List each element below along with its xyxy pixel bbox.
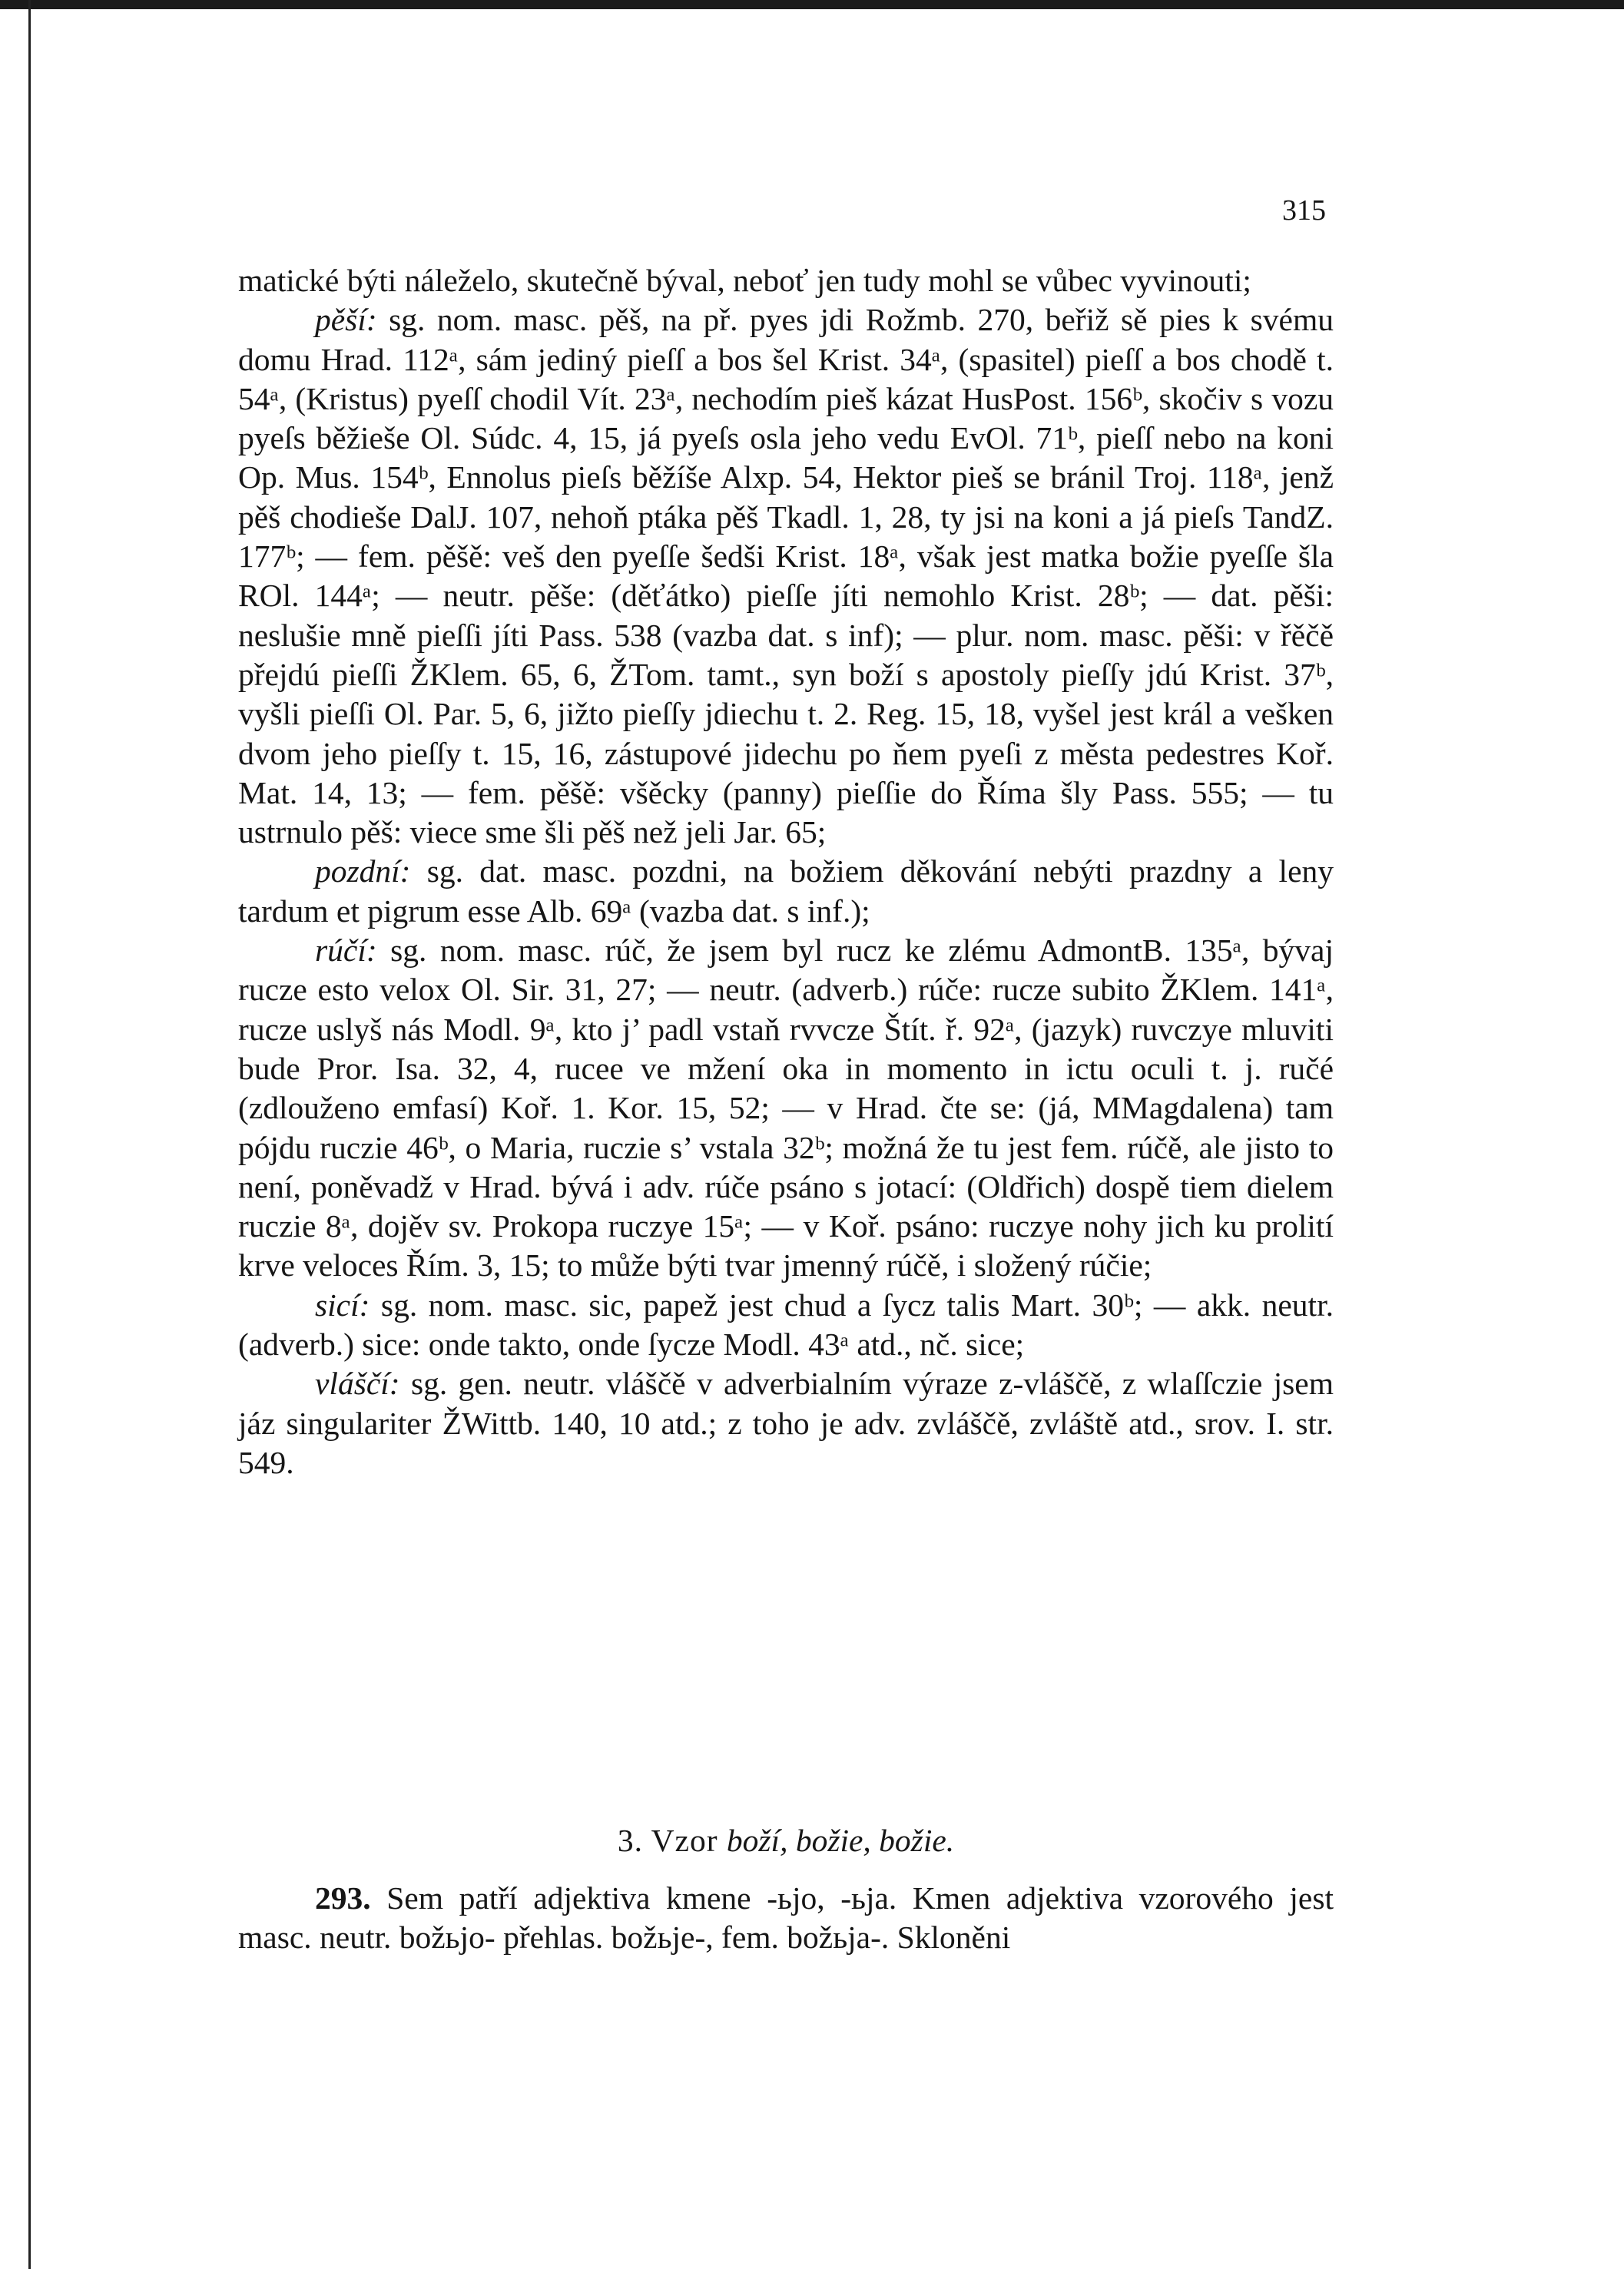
entry-ruci	[238, 931, 1334, 1286]
entry-term: rúčí:	[315, 932, 377, 969]
entry-term: pěší:	[315, 302, 377, 338]
paragraph-number: 293.	[315, 1880, 371, 1916]
main-text	[238, 261, 1334, 1482]
paragraph-continuation: matické býti náleželo, skutečně býval, neboť jen tudy mohl se vůbec vyvinouti;	[238, 263, 1251, 298]
entry-text: sg. nom. masc. rúč, že jsem byl rucz ke zlému AdmontB. 135ᵃ, bývaj rucze esto velox Ol. Sir. 31, 27; — neutr. (adverb.) rúče: rucze subito ŽKlem. 141ᵃ, rucze uslyš nás Modl. 9ᵃ, kto j’ padl vstaň rvvcze Štít. ř. 92ᵃ, (jazyk) ruvczye mluviti bude Pror. Isa. 32, 4, rucee ve mžení oka in momento in ictu oculi t. j. ručé (zdlouženo emfasí) Koř. 1. Kor. 15, 52; — v Hrad. čte se: (já, MMagdalena) tam pójdu ruczie 46ᵇ, o Maria, ruczie s’ vstala 32ᵇ; možná že tu jest fem. rúčě, ale jisto to není, poněvadž v Hrad. bývá i adv. rúče psáno s jotací: (Oldřich) dospě tiem dielem ruczie 8ᵃ, dojěv sv. Prokopa ruczye 15ᵃ; — v Koř. psáno: ruczye nohy jich ku prolití krve veloces Řím. 3, 15; to může býti tvar jmenný rúčě, i složený rúčie;	[238, 932, 1334, 1284]
scan-left-edge	[0, 0, 31, 2269]
section-heading-prefix: 3. Vzor	[617, 1823, 718, 1858]
entry-pozdni	[238, 852, 1334, 931]
paragraph-293	[238, 1879, 1334, 1958]
entry-text: sg. nom. masc. pěš, na př. pyes jdi Rožmb. 270, beřiž sě pies k svému domu Hrad. 112ᵃ, sám jediný pieſſ a bos šel Krist. 34ᵃ, (spasitel) pieſſ a bos chodě t. 54ᵃ, (Kristus) pyeſſ chodil Vít. 23ᵃ, nechodím pieš kázat HusPost. 156ᵇ, skočiv s vozu pyeſs běžieše Ol. Súdc. 4, 15, já pyeſs osla jeho vedu EvOl. 71ᵇ, pieſſ nebo na koni Op. Mus. 154ᵇ, Ennolus pieſs běžíše Alxp. 54, Hektor pieš se bránil Troj. 118ᵃ, jenž pěš chodieše DalJ. 107, nehoň ptáka pěš Tkadl. 1, 28, ty jsi na koni a já pieſs TandZ. 177ᵇ; — fem. pěšě: veš den pyeſſe šedši Krist. 18ᵃ, však jest matka božie pyeſſe šla ROl. 144ᵃ; — neutr. pěše: (děťátko) pieſſe jíti nemohlo Krist. 28ᵇ; — dat. pěši: neslušie mně pieſſi jíti Pass. 538 (vazba dat. s inf); — plur. nom. masc. pěši: v řěčě přejdú pieſſi ŽKlem. 65, 6, ŽTom. tamt., syn boží s apostoly pieſſy jdú Krist. 37ᵇ, vyšli pieſſi Ol. Par. 5, 6, jižto pieſſy jdiechu t. 2. Reg. 15, 18, vyšel jest král a vešken dvom jeho pieſſy t. 15, 16, zástupové jidechu po ňem pyeſi z města pedestres Koř. Mat. 14, 13; — fem. pěšě: všěcky (panny) pieſſie do Říma šly Pass. 555; — tu ustrnulo pěš: viece sme šli pěš než jeli Jar. 65;	[238, 302, 1334, 850]
entry-sici	[238, 1286, 1334, 1365]
entry-text: sg. dat. masc. pozdni, na božiem děkování nebýti prazdny a leny tardum et pigrum esse Alb. 69ᵃ (vazba dat. s inf.);	[238, 853, 1334, 929]
scan-top-edge	[0, 0, 1624, 9]
section-heading-forms: boží, božie, božie.	[726, 1823, 955, 1858]
paragraph-text: Sem patří adjektiva kmene -ьjo, -ьja. Kmen adjektiva vzorového jest masc. neutr. božьjo- přehlas. božьje-, fem. božьja-. Skloněni	[238, 1880, 1334, 1956]
entry-pesi	[238, 300, 1334, 852]
section-heading	[238, 1822, 1334, 1859]
entry-term: pozdní:	[315, 853, 411, 889]
entry-text: sg. nom. masc. sic, papež jest chud a ſycz talis Mart. 30ᵇ; — akk. neutr. (adverb.) sice: onde takto, onde ſycze Modl. 43ᵃ atd., nč. sice;	[238, 1287, 1334, 1363]
entry-vlasci	[238, 1364, 1334, 1482]
entry-term: vláščí:	[315, 1366, 400, 1402]
page-number: 315	[1282, 194, 1326, 227]
entry-term: sicí:	[315, 1287, 370, 1323]
entry-text: sg. gen. neutr. vláščě v adverbialním výraze z-vláščě, z wlaſſczie jsem jáz singulariter ŽWittb. 140, 10 atd.; z toho je adv. zvláščě, zvláště atd., srov. I. str. 549.	[238, 1366, 1334, 1480]
